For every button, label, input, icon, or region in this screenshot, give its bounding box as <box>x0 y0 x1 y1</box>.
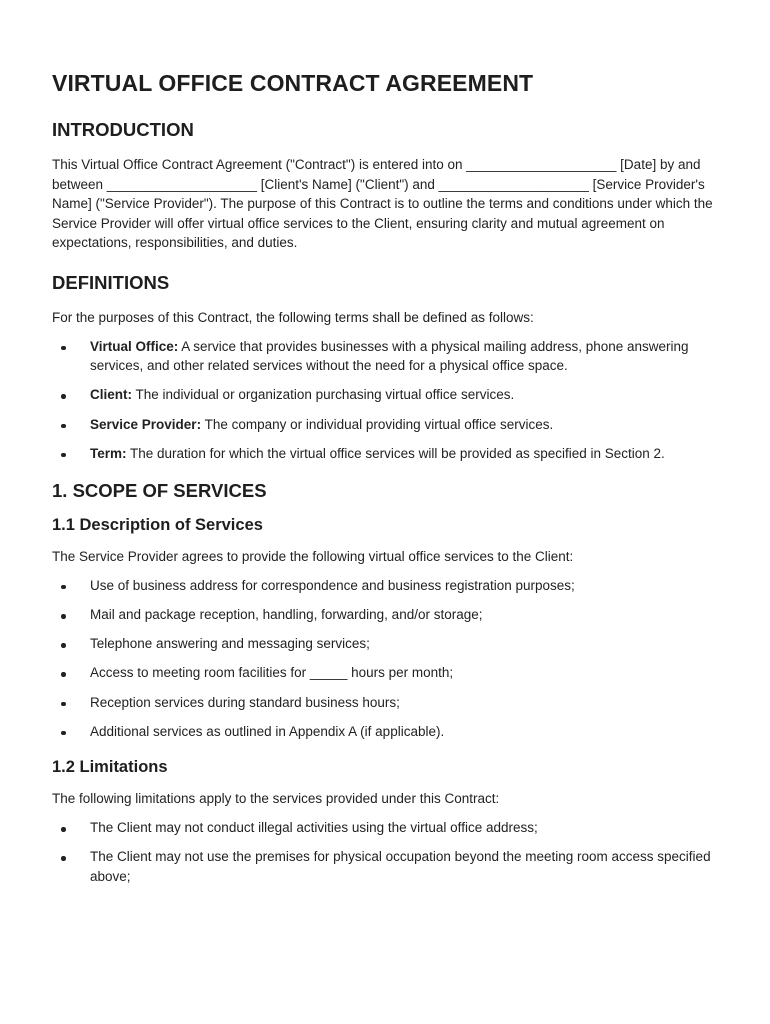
definition-text: A service that provides businesses with a physical mailing address, phone answering services, and other related services without the need for a physical office space. <box>90 338 689 374</box>
document-title: VIRTUAL OFFICE CONTRACT AGREEMENT <box>52 70 534 96</box>
definitions-heading: DEFINITIONS <box>52 271 170 293</box>
service-item: Access to meeting room facilities for _____ hours per month; <box>52 663 722 683</box>
limitations-lead: The following limitations apply to the services provided under this Contract: <box>52 791 500 807</box>
definition-text: The company or individual providing virtual office services. <box>201 416 554 432</box>
definitions-list <box>52 337 722 464</box>
limitations-heading: 1.2 Limitations <box>52 758 168 777</box>
definition-item-term <box>52 444 722 464</box>
service-item: Mail and package reception, handling, forwarding, and/or storage; <box>52 605 722 625</box>
scope-heading: 1. SCOPE OF SERVICES <box>52 480 267 502</box>
service-item: Use of business address for correspondence and business registration purposes; <box>52 576 722 596</box>
service-item: Additional services as outlined in Appendix A (if applicable). <box>52 722 722 742</box>
limitation-item: The Client may not conduct illegal activities using the virtual office address; <box>52 818 722 838</box>
service-item: Reception services during standard business hours; <box>52 693 722 713</box>
limitation-item: The Client may not use the premises for physical occupation beyond the meeting room access specified above; <box>52 847 722 886</box>
service-item: Telephone answering and messaging services; <box>52 634 722 654</box>
definitions-lead: For the purposes of this Contract, the following terms shall be defined as follows: <box>52 309 534 325</box>
definition-text: The individual or organization purchasing virtual office services. <box>132 387 515 403</box>
definition-item-service-provider <box>52 415 722 435</box>
definition-text: The duration for which the virtual office services will be provided as specified in Section 2. <box>126 445 665 461</box>
description-heading: 1.1 Description of Services <box>52 516 263 535</box>
definition-item-client <box>52 385 722 405</box>
definition-item-virtual-office <box>52 337 722 376</box>
description-lead: The Service Provider agrees to provide the following virtual office services to the Client: <box>52 549 574 565</box>
definition-term: Service Provider: <box>90 416 202 432</box>
services-list <box>52 576 722 742</box>
definition-term: Client: <box>90 387 132 403</box>
introduction-paragraph: This Virtual Office Contract Agreement ("Contract") is entered into on ____________________ [Date] by and between ____________________ [Client's Name] ("Client") and ____________________ [Service Provider's Name] ("Service Provider"). The purpose of this Contract is to outline the terms and conditions under which the Service Provider will offer virtual office services to the Client, ensuring clarity and mutual agreement on expectations, responsibilities, and duties. <box>52 157 713 251</box>
definition-term: Virtual Office: <box>90 338 179 354</box>
definition-term: Term: <box>90 445 127 461</box>
limitations-list <box>52 818 722 886</box>
introduction-heading: INTRODUCTION <box>52 119 194 140</box>
